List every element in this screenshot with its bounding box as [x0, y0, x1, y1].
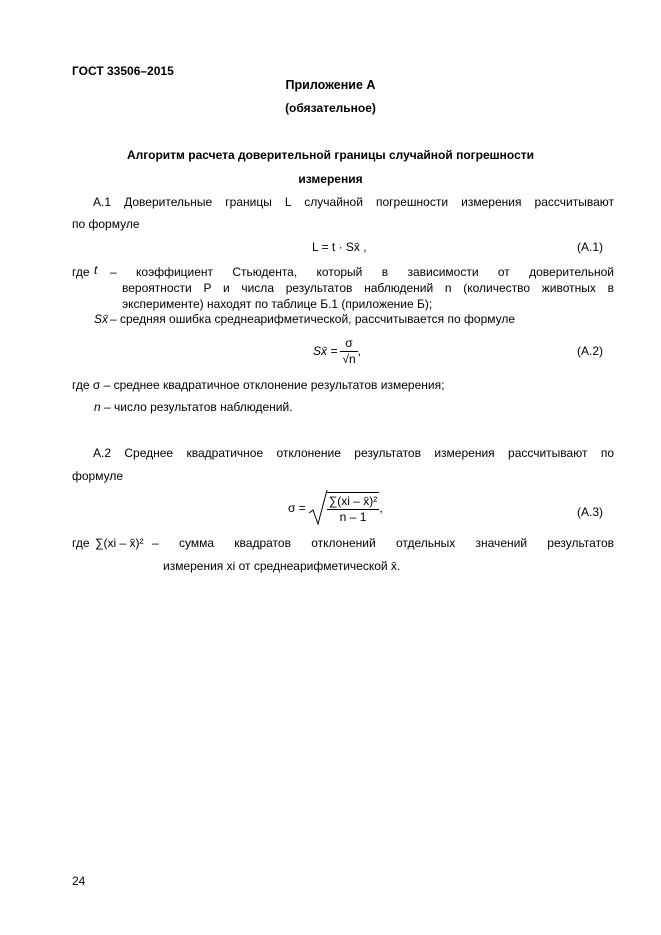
- paragraph-a1-line1: А.1 Доверительные границы L случайной погрешности измерения рассчитывают: [93, 195, 614, 209]
- paragraph-a2-line2: формуле: [72, 469, 124, 483]
- page-number: 24: [72, 874, 86, 888]
- sum-description-line2: измерения xi от среднеарифметической x̄.: [163, 559, 401, 573]
- section-title-line1: Алгоритм расчета доверительной границы случайной погрешности: [126, 148, 534, 162]
- equation-a1-number: (А.1): [577, 240, 604, 254]
- symbol-s-mean: Sx̄: [94, 312, 109, 326]
- equation-a3: [288, 488, 383, 528]
- paragraph-a2-line1: А.2 Среднее квадратичное отклонение результатов измерения рассчитывают по: [93, 446, 614, 460]
- equation-a3-number: (А.3): [577, 505, 604, 519]
- equation-a2-numerator: σ: [340, 336, 357, 351]
- equation-a3-lhs: σ =: [288, 500, 306, 515]
- sum-symbol: ∑(xi – x̄)²: [95, 536, 144, 550]
- equation-a2: [313, 334, 361, 368]
- t-description-line1: – коэффициент Стьюдента, который в зависимости от доверительной: [110, 265, 614, 279]
- t-description-line2: вероятности P и числа результатов наблюдений n (количество животных в: [122, 281, 614, 295]
- equation-a3-fraction: [327, 492, 383, 524]
- symbol-t: t: [94, 263, 98, 277]
- equation-a2-lhs: Sx̄ =: [313, 343, 338, 358]
- equation-a3-denominator: n – 1: [339, 509, 367, 524]
- sigma-description: где σ – среднее квадратичное отклонение результатов измерения;: [72, 378, 445, 392]
- t-description-line3: эксперименте) находят по таблице Б.1 (приложение Б);: [122, 297, 433, 311]
- equation-a2-number: (А.2): [577, 344, 604, 358]
- where-prefix: где: [72, 265, 90, 279]
- equation-a2-trail: ,: [357, 343, 361, 358]
- equation-a1: L = t · Sx̄ ,: [312, 240, 367, 254]
- doc-code: ГОСТ 33506–2015: [72, 64, 174, 78]
- n-description: – число результатов наблюдений.: [104, 400, 293, 414]
- equation-a2-denominator: √n: [342, 351, 356, 366]
- sum-description-line1: – сумма квадратов отклонений отдельных значений результатов: [152, 536, 614, 550]
- symbol-n: n: [94, 400, 101, 414]
- square-root-icon: [308, 489, 328, 527]
- equation-a3-trail: ,: [379, 500, 383, 515]
- where3-prefix: где: [72, 536, 90, 550]
- section-title-line2: измерения: [298, 172, 363, 186]
- s-description: – средняя ошибка среднеарифметической, рассчитывается по формуле: [110, 312, 516, 326]
- equation-a2-fraction: [340, 336, 357, 366]
- equation-a3-numerator: ∑(xi – x̄)²: [328, 494, 378, 509]
- annex-title: Приложение А: [285, 78, 376, 92]
- paragraph-a1-line2: по формуле: [72, 217, 140, 231]
- annex-status: (обязательное): [285, 101, 376, 115]
